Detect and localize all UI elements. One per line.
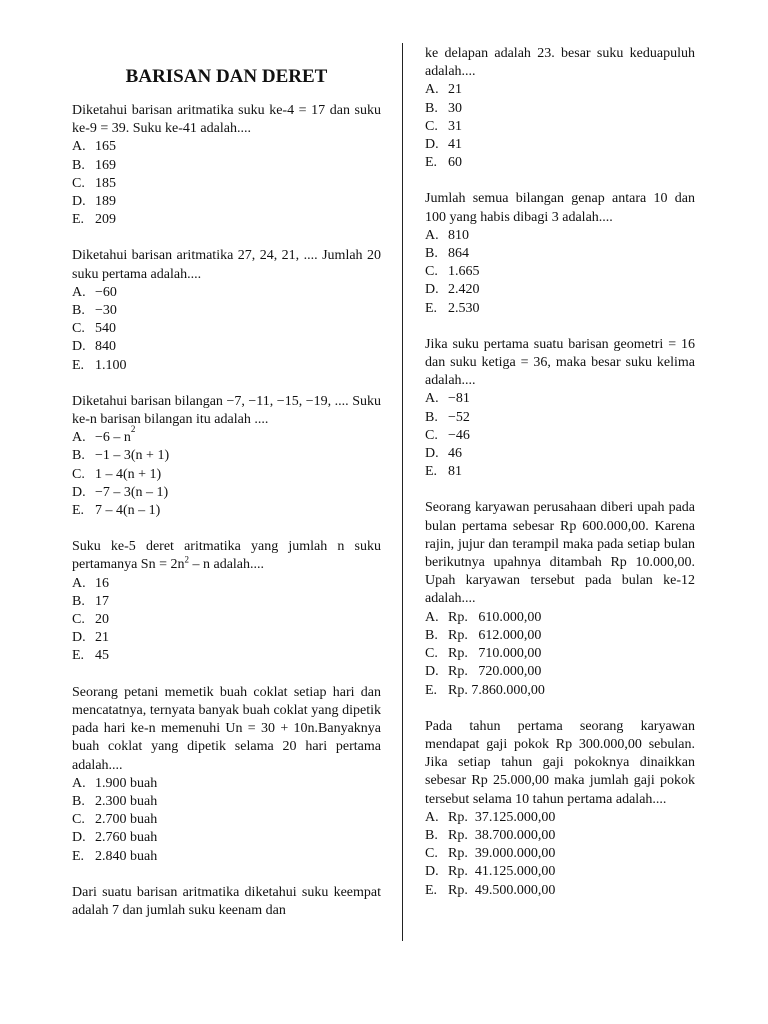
option-letter: C. xyxy=(72,321,85,337)
option-letter: D. xyxy=(72,630,86,646)
question-text: Dari suatu barisan aritmatika diketahui suku keempat adalah 7 dan jumlah suku keenam dan xyxy=(72,884,381,918)
right-question-list xyxy=(425,45,695,900)
option-text: 2.700 buah xyxy=(95,812,158,828)
option-text: −1 – 3(n + 1) xyxy=(95,448,170,464)
option-letter: C. xyxy=(72,175,85,191)
answer-option xyxy=(72,647,381,665)
question-text: Diketahui barisan bilangan −7, −11, −15, −19, .... Suku ke-n barisan bilangan itu adalah .... xyxy=(72,393,381,428)
option-letter: D. xyxy=(425,282,439,298)
answer-option xyxy=(72,320,381,338)
option-letter: D. xyxy=(425,446,439,462)
option-text: Rp. 41.125.000,00 xyxy=(448,864,556,880)
answer-option xyxy=(425,427,695,445)
answer-option xyxy=(425,227,695,245)
option-text: Rp. 38.700.000,00 xyxy=(448,827,556,843)
answer-option xyxy=(72,447,381,465)
option-text: 81 xyxy=(448,464,462,480)
answer-option xyxy=(72,138,381,156)
answer-option xyxy=(425,81,695,99)
option-letter: A. xyxy=(72,775,86,791)
option-text: 1.900 buah xyxy=(95,775,158,791)
option-text: 2.530 xyxy=(448,300,480,316)
answer-option xyxy=(425,100,695,118)
option-text: 21 xyxy=(95,630,109,646)
option-text: 45 xyxy=(95,648,109,664)
option-text: −60 xyxy=(95,284,117,300)
right-column xyxy=(425,45,695,918)
option-letter: B. xyxy=(425,246,438,262)
answer-option xyxy=(425,263,695,281)
option-text: 840 xyxy=(95,339,116,355)
answer-option xyxy=(425,845,695,863)
exponent: 2 xyxy=(130,424,136,435)
option-letter: A. xyxy=(425,609,439,625)
answer-option xyxy=(72,357,381,375)
answer-option xyxy=(72,424,381,447)
option-text: −6 – n xyxy=(95,430,131,446)
option-letter: E. xyxy=(425,464,438,480)
option-text: 2.840 buah xyxy=(95,848,158,864)
option-text: 21 xyxy=(448,82,462,98)
answer-option xyxy=(425,281,695,299)
option-text: Rp. 39.000.000,00 xyxy=(448,846,556,862)
option-text: −52 xyxy=(448,409,470,425)
answer-option xyxy=(72,284,381,302)
option-letter: B. xyxy=(425,627,438,643)
option-letter: B. xyxy=(72,157,85,173)
option-text: 169 xyxy=(95,157,116,173)
answer-option xyxy=(425,827,695,845)
answer-option xyxy=(425,627,695,645)
question-text xyxy=(72,538,381,574)
option-text: 46 xyxy=(448,446,462,462)
option-text: 31 xyxy=(448,118,462,134)
answer-option xyxy=(72,157,381,175)
answer-option xyxy=(72,484,381,502)
option-letter: A. xyxy=(72,430,86,446)
answer-option xyxy=(425,863,695,881)
exponent: 2 xyxy=(184,554,189,565)
question-text: Diketahui barisan aritmatika suku ke-4 = 17 dan suku ke-9 = 39. Suku ke-41 adalah.... xyxy=(72,103,381,137)
option-letter: D. xyxy=(425,137,439,153)
answer-option xyxy=(425,882,695,900)
option-letter: A. xyxy=(425,391,439,407)
option-text: 2.300 buah xyxy=(95,793,158,809)
option-letter: E. xyxy=(425,155,438,171)
option-text: 17 xyxy=(95,593,109,609)
answer-option xyxy=(425,154,695,172)
question-text: Seorang petani memetik buah coklat setiap hari dan mencatatnya, ternyata banyak buah coklat yang dipetik pada hari ke-n memenuhi Un = 30 + 10n.Banyaknya buah coklat yang dipetik selama 20 hari pertama adalah.... xyxy=(72,684,381,773)
option-letter: B. xyxy=(72,593,85,609)
option-letter: B. xyxy=(425,100,438,116)
answer-option xyxy=(425,245,695,263)
option-text: Rp. 610.000,00 xyxy=(448,609,542,625)
answer-option xyxy=(72,629,381,647)
question-text: Jika suku pertama suatu barisan geometri = 16 dan suku ketiga = 36, maka besar suku kelima adalah.... xyxy=(425,336,695,389)
option-letter: E. xyxy=(72,503,85,519)
answer-option xyxy=(425,445,695,463)
answer-option xyxy=(72,848,381,866)
option-text: Rp. 720.000,00 xyxy=(448,664,542,680)
option-letter: D. xyxy=(425,864,439,880)
option-text: 30 xyxy=(448,100,462,116)
answer-option xyxy=(72,466,381,484)
option-letter: C. xyxy=(425,264,438,280)
answer-option xyxy=(425,809,695,827)
option-letter: E. xyxy=(72,848,85,864)
answer-option xyxy=(425,409,695,427)
answer-option xyxy=(72,211,381,229)
option-text: 60 xyxy=(448,155,462,171)
question-block xyxy=(72,684,381,866)
option-letter: C. xyxy=(72,612,85,628)
answer-option xyxy=(72,338,381,356)
answer-option xyxy=(72,193,381,211)
question-block xyxy=(72,393,381,520)
option-letter: C. xyxy=(425,427,438,443)
question-block xyxy=(425,499,695,699)
option-text: 540 xyxy=(95,321,116,337)
option-text: Rp. 49.500.000,00 xyxy=(448,882,556,898)
question-block xyxy=(425,190,695,317)
option-letter: C. xyxy=(425,118,438,134)
left-question-list xyxy=(72,102,381,920)
question-text: Seorang karyawan perusahaan diberi upah pada bulan pertama sebesar Rp 600.000,00. Karena rajin, jujur dan terampil maka pada setiap bulan berikutnya upahnya ditambah Rp 10.000,00. Upah karyawan tersebut pada bulan ke-12 adalah.... xyxy=(425,500,695,607)
option-text: 864 xyxy=(448,246,469,262)
option-letter: C. xyxy=(72,812,85,828)
option-text: Rp. 37.125.000,00 xyxy=(448,809,556,825)
answer-option xyxy=(425,609,695,627)
option-letter: A. xyxy=(72,284,86,300)
option-letter: C. xyxy=(425,846,438,862)
question-block xyxy=(72,884,381,920)
option-text: 1.665 xyxy=(448,264,480,280)
answer-option xyxy=(425,663,695,681)
question-block xyxy=(72,247,381,374)
option-letter: D. xyxy=(72,830,86,846)
option-letter: D. xyxy=(72,339,86,355)
option-text: 1.100 xyxy=(95,357,127,373)
option-letter: B. xyxy=(72,303,85,319)
question-text-part: Suku ke-5 deret aritmatika yang jumlah n suku pertamanya Sn = 2n xyxy=(72,539,381,573)
option-letter: E. xyxy=(425,682,438,698)
answer-option xyxy=(72,811,381,829)
option-text: 2.420 xyxy=(448,282,480,298)
question-block xyxy=(425,718,695,900)
answer-option xyxy=(72,175,381,193)
question-block xyxy=(72,102,381,229)
option-letter: E. xyxy=(72,357,85,373)
answer-option xyxy=(72,829,381,847)
option-letter: D. xyxy=(72,194,86,210)
option-letter: B. xyxy=(425,409,438,425)
option-text: 1 – 4(n + 1) xyxy=(95,466,162,482)
option-text: 41 xyxy=(448,137,462,153)
question-text: Pada tahun pertama seorang karyawan mendapat gaji pokok Rp 300.000,00 sebulan. Jika setiap tahun gaji pokoknya dinaikkan sebesar Rp 25.000,00 maka jumlah gaji pokok tersebut selama 10 tahun pertama adalah.... xyxy=(425,718,695,807)
answer-option xyxy=(425,390,695,408)
answer-option xyxy=(72,575,381,593)
option-letter: E. xyxy=(425,882,438,898)
option-letter: C. xyxy=(72,466,85,482)
question-block xyxy=(425,336,695,482)
option-letter: A. xyxy=(425,809,439,825)
option-letter: A. xyxy=(425,82,439,98)
option-text: 20 xyxy=(95,612,109,628)
option-text: 2.760 buah xyxy=(95,830,158,846)
answer-option xyxy=(72,502,381,520)
option-letter: D. xyxy=(72,484,86,500)
answer-option xyxy=(425,136,695,154)
option-letter: A. xyxy=(72,575,86,591)
option-letter: D. xyxy=(425,664,439,680)
page-title: BARISAN DAN DERET xyxy=(125,66,328,87)
column-divider xyxy=(402,43,403,941)
option-letter: B. xyxy=(72,448,85,464)
option-letter: E. xyxy=(425,300,438,316)
answer-option xyxy=(72,302,381,320)
option-text: 189 xyxy=(95,194,116,210)
question-block xyxy=(72,538,381,665)
option-text: Rp. 710.000,00 xyxy=(448,646,542,662)
option-text: 7 – 4(n – 1) xyxy=(95,503,161,519)
option-letter: B. xyxy=(425,827,438,843)
question-text: ke delapan adalah 23. besar suku keduapuluh adalah.... xyxy=(425,46,695,80)
option-text: −81 xyxy=(448,391,470,407)
option-text: −46 xyxy=(448,427,470,443)
option-text: 16 xyxy=(95,575,109,591)
question-text-part: – n adalah.... xyxy=(188,557,265,573)
question-text: Jumlah semua bilangan genap antara 10 dan 100 yang habis dibagi 3 adalah.... xyxy=(425,191,695,225)
option-text: Rp. 612.000,00 xyxy=(448,627,542,643)
option-letter: E. xyxy=(72,648,85,664)
answer-option xyxy=(425,645,695,663)
answer-option xyxy=(425,682,695,700)
answer-option xyxy=(72,593,381,611)
question-text: Diketahui barisan aritmatika 27, 24, 21, .... Jumlah 20 suku pertama adalah.... xyxy=(72,248,381,282)
answer-option xyxy=(425,118,695,136)
option-letter: A. xyxy=(72,139,86,155)
option-text: 810 xyxy=(448,227,469,243)
question-block xyxy=(425,45,695,172)
option-letter: C. xyxy=(425,646,438,662)
option-letter: A. xyxy=(425,227,439,243)
answer-option xyxy=(425,300,695,318)
option-text: Rp. 7.860.000,00 xyxy=(448,682,545,698)
left-column xyxy=(72,45,381,938)
option-letter: B. xyxy=(72,793,85,809)
option-text: −30 xyxy=(95,303,117,319)
option-text: −7 – 3(n – 1) xyxy=(95,484,169,500)
answer-option xyxy=(72,611,381,629)
answer-option xyxy=(72,775,381,793)
option-text: 165 xyxy=(95,139,116,155)
option-text: 209 xyxy=(95,212,116,228)
option-text: 185 xyxy=(95,175,116,191)
option-letter: E. xyxy=(72,212,85,228)
answer-option xyxy=(425,463,695,481)
answer-option xyxy=(72,793,381,811)
